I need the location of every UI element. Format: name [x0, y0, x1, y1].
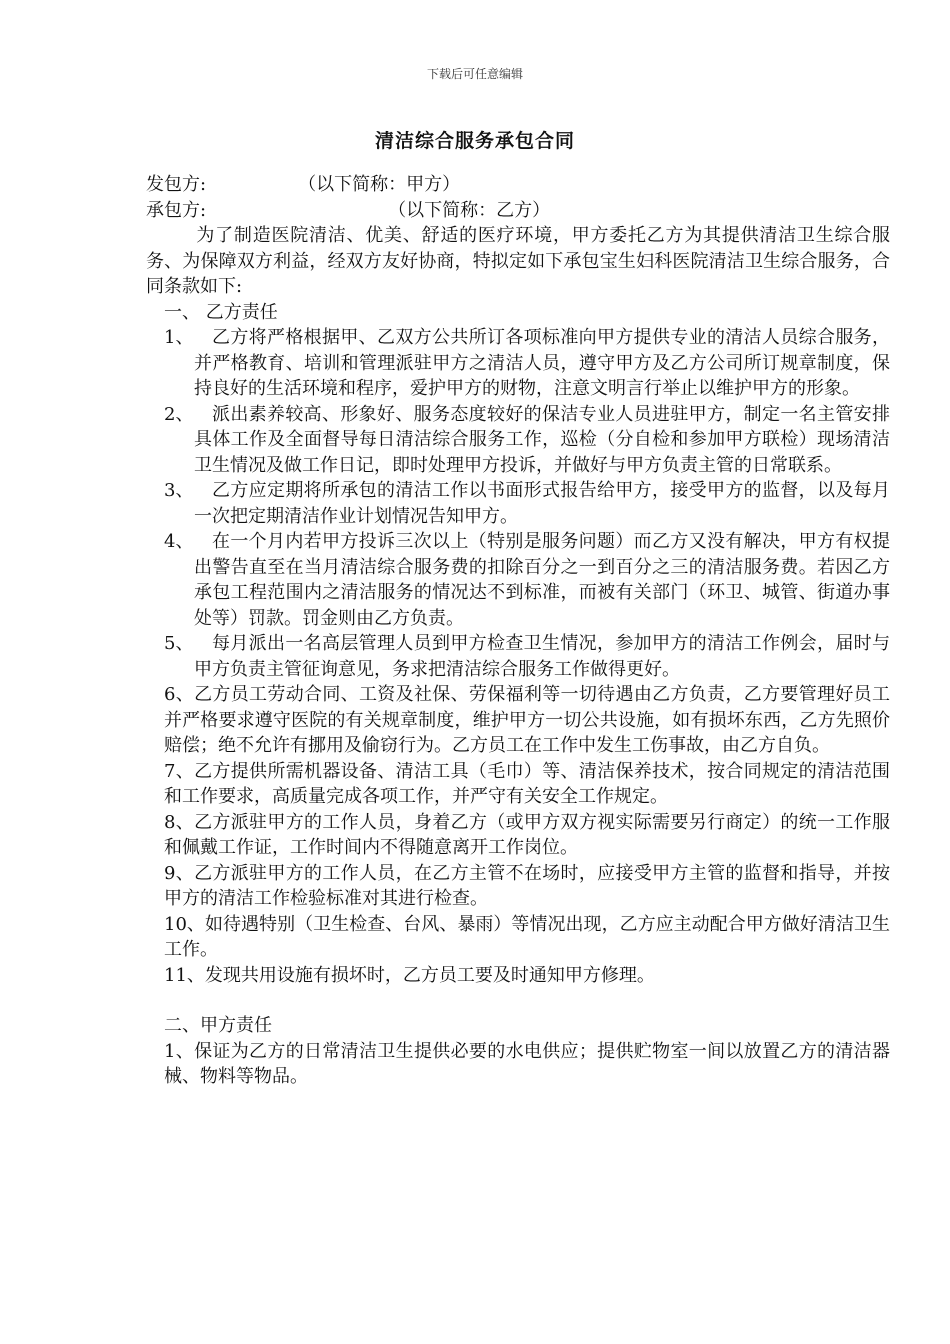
- item-number: 3、: [164, 480, 194, 501]
- list-item: [146, 325, 890, 402]
- item-number: 2、: [164, 403, 194, 425]
- clause-11: 11、发现共用设施有损坏时，乙方员工要及时通知甲方修理。: [164, 964, 655, 986]
- item-text: 每月派出一名高层管理人员到甲方检查卫生情况，参加甲方的清洁工作例会，届时与甲方负责主管征询意见，务求把清洁综合服务工作做得更好。: [194, 633, 890, 680]
- contract-body: [146, 172, 890, 1090]
- clause-8: 8、乙方派驻甲方的工作人员，身着乙方（或甲方双方视实际需要另行商定）的统一工作服和佩戴工作证，工作时间内不得随意离开工作岗位。: [164, 811, 890, 858]
- contractor-alias: （以下简称：乙方）: [388, 199, 551, 221]
- section-2-clause-1: 1、保证为乙方的日常清洁卫生提供必要的水电供应；提供贮物室一间以放置乙方的清洁器械、物料等物品。: [164, 1040, 890, 1087]
- item-number: 5、: [164, 633, 194, 654]
- clause-9: 9、乙方派驻甲方的工作人员，在乙方主管不在场时，应接受甲方主管的监督和指导，并按甲方的清洁工作检验标准对其进行检查。: [164, 862, 890, 909]
- list-item: [146, 529, 890, 631]
- section-2-heading: 二、甲方责任: [164, 1015, 272, 1036]
- clause-10: 10、如待遇特别（卫生检查、台风、暴雨）等情况出现，乙方应主动配合甲方做好清洁卫生工作。: [164, 913, 890, 960]
- clause-7: 7、乙方提供所需机器设备、清洁工具（毛巾）等、清洁保养技术，按合同规定的清洁范围和工作要求，高质量完成各项工作，并严守有关安全工作规定。: [164, 760, 890, 807]
- clause-6: 6、乙方员工劳动合同、工资及社保、劳保福利等一切待遇由乙方负责，乙方要管理好员工并严格要求遵守医院的有关规章制度，维护甲方一切公共设施，如有损坏东西，乙方先照价赔偿；绝不允许有挪用及偷窃行为。乙方员工在工作中发生工伤事故，由乙方自负。: [164, 684, 890, 756]
- item-number: 1、: [164, 327, 194, 348]
- item-text: 在一个月内若甲方投诉三次以上（特别是服务问题）而乙方又没有解决，甲方有权提出警告直至在当月清洁综合服务费的扣除百分之一到百分之三的清洁服务费。若因乙方承包工程范围内之清洁服务的情况达不到标准，而被有关部门（环卫、城管、街道办事处等）罚款。罚金则由乙方负责。: [194, 531, 890, 629]
- list-item: [146, 631, 890, 682]
- list-item: [146, 402, 890, 479]
- item-number: 4、: [164, 531, 194, 552]
- contractor-label: 承包方:: [146, 199, 207, 221]
- item-text: 乙方将严格根据甲、乙双方公共所订各项标准向甲方提供专业的清洁人员综合服务，并严格教育、培训和管理派驻甲方之清洁人员，遵守甲方及乙方公司所订规章制度，保持良好的生活环境和程序，爱护甲方的财物，注意文明言行举止以维护甲方的形象。: [194, 327, 890, 399]
- page-header-note: 下载后可任意编辑: [426, 67, 523, 81]
- list-item: [146, 478, 890, 529]
- intro-paragraph: 为了制造医院清洁、优美、舒适的医疗环境，甲方委托乙方为其提供清洁卫生综合服务、为保障双方利益，经双方友好协商，特拟定如下承包宝生妇科医院清洁卫生综合服务，合同条款如下:: [146, 225, 890, 297]
- contractor-line: [146, 198, 890, 224]
- section-1-heading: 一、 乙方责任: [164, 301, 278, 323]
- employer-alias: （以下简称：甲方）: [298, 174, 461, 195]
- section-spacer: [146, 988, 890, 1013]
- item-text: 派出素养较高、形象好、服务态度较好的保洁专业人员进驻甲方，制定一名主管安排具体工作及全面督导每日清洁综合服务工作，巡检（分自检和参加甲方联检）现场清洁卫生情况及做工作日记，即时处理甲方投诉，并做好与甲方负责主管的日常联系。: [194, 403, 890, 476]
- employer-label: 发包方:: [146, 174, 207, 195]
- item-text: 乙方应定期将所承包的清洁工作以书面形式报告给甲方，接受甲方的监督，以及每月一次把定期清洁作业计划情况告知甲方。: [194, 480, 890, 527]
- document-title: 清洁综合服务承包合同: [374, 130, 575, 152]
- employer-line: [146, 172, 890, 198]
